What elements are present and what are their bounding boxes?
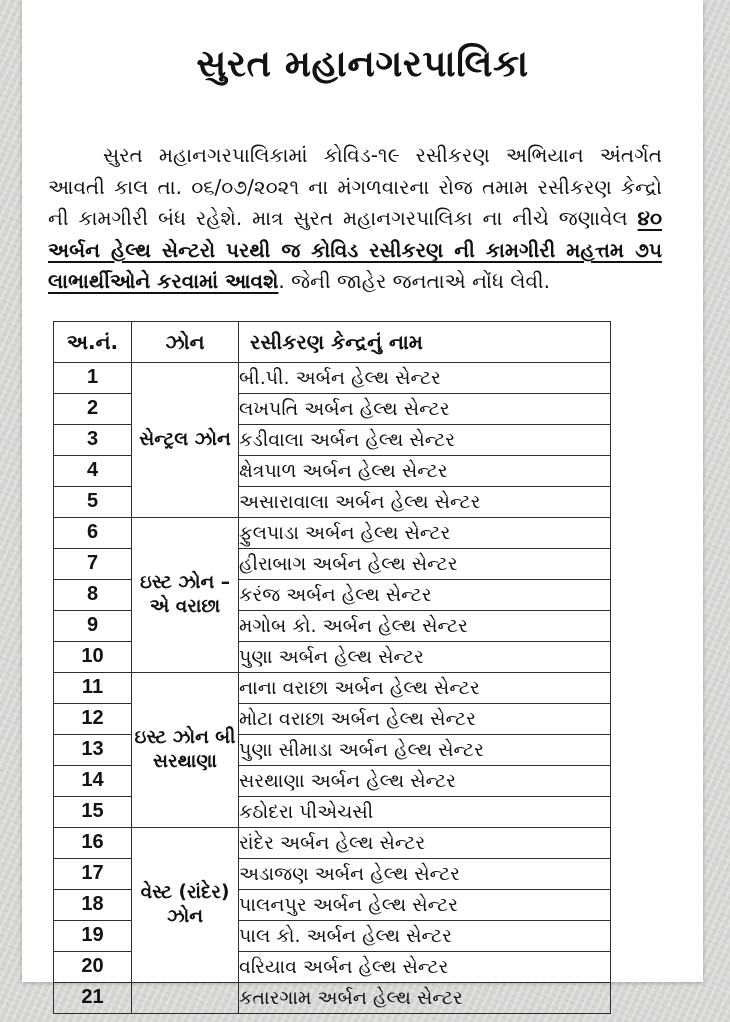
zone-cell: વેસ્ટ (રાંદેર) ઝોન [132,827,239,982]
zone-cell: સેન્ટ્રલ ઝોન [132,362,239,517]
page-title: સુરત મહાનગરપાલિકા [196,42,529,85]
serial-number-cell: 12 [54,703,132,734]
notice-paragraph [48,140,662,298]
center-name-cell: લખપતિ અર્બન હેલ્થ સેન્ટર [239,393,611,424]
serial-number-cell: 19 [54,920,132,951]
center-name-cell: મોટા વરાછા અર્બન હેલ્થ સેન્ટર [239,703,611,734]
serial-number-cell: 16 [54,827,132,858]
column-header-center-name: રસીકરણ કેન્દ્રનું નામ [239,321,611,362]
serial-number-cell: 5 [54,486,132,517]
vaccination-centers-table [53,321,611,1014]
table-row [54,827,611,858]
table-header-row [54,321,611,362]
zone-cell [132,982,239,1013]
serial-number-cell: 13 [54,734,132,765]
serial-number-cell: 4 [54,455,132,486]
serial-number-cell: 15 [54,796,132,827]
center-name-cell: પાલનપુર અર્બન હેલ્થ સેન્ટર [239,889,611,920]
center-name-cell: બી.પી. અર્બન હેલ્થ સેન્ટર [239,362,611,393]
center-name-cell: મગોબ કો. અર્બન હેલ્થ સેન્ટર [239,610,611,641]
serial-number-cell: 20 [54,951,132,982]
serial-number-cell: 14 [54,765,132,796]
table-row [54,672,611,703]
center-name-cell: ક્ષેત્રપાળ અર્બન હેલ્થ સેન્ટર [239,455,611,486]
paragraph-segment: સુરત મહાનગરપાલિકામાં કોવિડ-૧૯ રસીકરણ અભિયાન અંતર્ગત આવતી કાલ તા. ૦૬/૦૭/૨૦૨૧ ના મંગળવારના રોજ તમામ રસીકરણ કેન્દ્રો ની કામગીરી બંધ રહેશે. માત્ર સુરત મહાનગરપાલિકા ના નીચે જણાવેલ [48,143,662,230]
center-name-cell: અસારાવાલા અર્બન હેલ્થ સેન્ટર [239,486,611,517]
table-row [54,362,611,393]
document-page [22,0,703,1009]
serial-number-cell: 3 [54,424,132,455]
center-name-cell: નાના વરાછા અર્બન હેલ્થ સેન્ટર [239,672,611,703]
zone-cell: ઇસ્ટ ઝોન બી સરથાણા [132,672,239,827]
center-name-cell: કરંજ અર્બન હેલ્થ સેન્ટર [239,579,611,610]
column-header-zone: ઝોન [132,321,239,362]
table-row [54,517,611,548]
center-name-cell: હીરાબાગ અર્બન હેલ્થ સેન્ટર [239,548,611,579]
serial-number-cell: 21 [54,982,132,1013]
serial-number-cell: 6 [54,517,132,548]
serial-number-cell: 18 [54,889,132,920]
paragraph-segment: ૪૦ અર્બન હેલ્થ સેન્ટરો પરથી જ કોવિડ રસીકરણ ની કામગીરી મહત્તમ ૭૫ લાભાર્થીઓને કરવામાં આવશે [48,206,662,293]
serial-number-cell: 1 [54,362,132,393]
column-header-serial: અ.નં. [54,321,132,362]
center-name-cell: પાલ કો. અર્બન હેલ્થ સેન્ટર [239,920,611,951]
serial-number-cell: 10 [54,641,132,672]
center-name-cell: રાંદેર અર્બન હેલ્થ સેન્ટર [239,827,611,858]
center-name-cell: સરથાણા અર્બન હેલ્થ સેન્ટર [239,765,611,796]
center-name-cell: ફુલપાડા અર્બન હેલ્થ સેન્ટર [239,517,611,548]
table-row [54,982,611,1013]
zone-cell: ઇસ્ટ ઝોન – એ વરાછા [132,517,239,672]
center-name-cell: પુણા સીમાડા અર્બન હેલ્થ સેન્ટર [239,734,611,765]
serial-number-cell: 7 [54,548,132,579]
serial-number-cell: 8 [54,579,132,610]
paragraph-segment: . જેની જાહેર જનતાએ નોંધ લેવી. [278,269,551,293]
serial-number-cell: 17 [54,858,132,889]
center-name-cell: કતારગામ અર્બન હેલ્થ સેન્ટર [239,982,611,1013]
serial-number-cell: 11 [54,672,132,703]
center-name-cell: પુણા અર્બન હેલ્થ સેન્ટર [239,641,611,672]
table-body [54,362,611,1013]
serial-number-cell: 9 [54,610,132,641]
center-name-cell: વરિયાવ અર્બન હેલ્થ સેન્ટર [239,951,611,982]
center-name-cell: કડીવાલા અર્બન હેલ્થ સેન્ટર [239,424,611,455]
center-name-cell: કઠોદરા પીએચસી [239,796,611,827]
center-name-cell: અડાજણ અર્બન હેલ્થ સેન્ટર [239,858,611,889]
serial-number-cell: 2 [54,393,132,424]
